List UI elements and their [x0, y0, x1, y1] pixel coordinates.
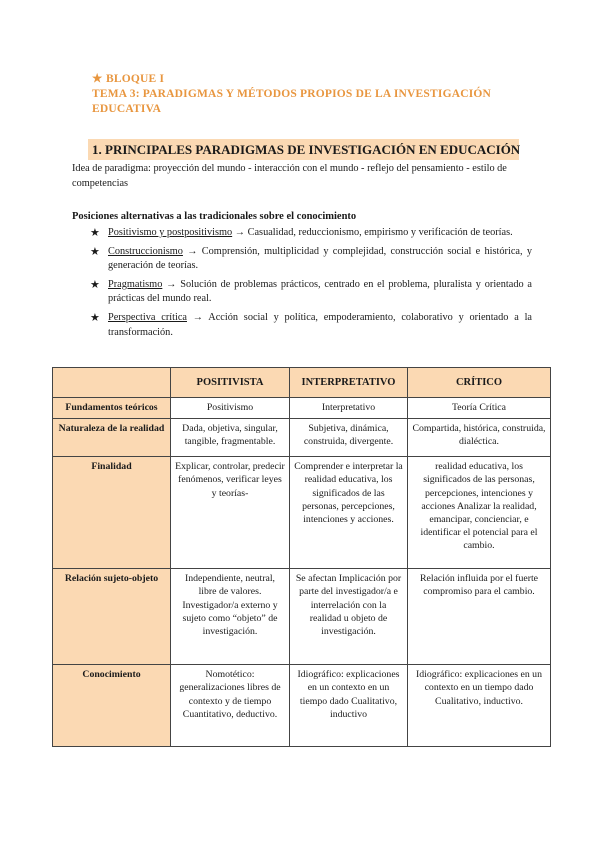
row-label: Naturaleza de la realidad [53, 419, 171, 457]
row-label: Finalidad [53, 457, 171, 569]
star-bullet-icon: ★ [90, 245, 100, 258]
table-cell: Nomotético: generalizaciones libres de contexto y de tiempo Cuantitativo, deductivo. [171, 665, 290, 747]
paradigm-idea: Idea de paradigma: proyección del mundo - interacción con el mundo - reflejo del pensamiento - estilo de competencias [72, 163, 507, 189]
table-row [53, 457, 551, 569]
alternative-text: → Comprensión, multiplicidad y complejidad, construcción social e histórica, y generación de teorías. [108, 245, 532, 272]
star-icon: ★ [92, 73, 103, 85]
header-cell-empty [53, 368, 171, 398]
alternatives-list [90, 226, 532, 344]
table-cell: Teoría Crítica [408, 398, 551, 419]
table-cell: Explicar, controlar, predecir fenómenos, verificar leyes y teorías- [171, 457, 290, 569]
alternative-text: → Solución de problemas prácticos, centrado en el problema, pluralista y orientado a prácticas del mundo real. [108, 278, 532, 305]
list-item [90, 226, 532, 241]
table-row [53, 665, 551, 747]
block-label: BLOQUE I [106, 73, 165, 85]
table-cell: Se afectan Implicación por parte del investigador/a e interrelación con la realidad u objeto de investigación. [290, 569, 408, 665]
alternatives-heading: Posiciones alternativas a las tradicionales sobre el conocimiento [72, 211, 357, 222]
table-cell: realidad educativa, los significados de las personas, percepciones, intenciones y acciones Analizar la realidad, emancipar, concienciar, e identificar el potencial para el cambio. [408, 457, 551, 569]
document-header [92, 72, 532, 117]
alternative-term: Pragmatismo [108, 278, 163, 290]
table-cell: Positivismo [171, 398, 290, 419]
alternative-term: Positivismo y postpositivismo [108, 227, 233, 238]
row-label: Relación sujeto-objeto [53, 569, 171, 665]
alternative-term: Construccionismo [108, 245, 183, 257]
paradigms-table [52, 367, 551, 747]
header-cell-positivista: POSITIVISTA [171, 368, 290, 398]
list-item [90, 245, 532, 274]
section-title: 1. PRINCIPALES PARADIGMAS DE INVESTIGACIÓN EN EDUCACIÓN [88, 139, 519, 160]
table-cell: Relación influida por el fuerte compromiso para el cambio. [408, 569, 551, 665]
row-label: Fundamentos teóricos [53, 398, 171, 419]
header-cell-interpretativo: INTERPRETATIVO [290, 368, 408, 398]
table-cell: Comprender e interpretar la realidad educativa, los significados de las personas, percepciones, intenciones y acciones. [290, 457, 408, 569]
table-cell: Compartida, histórica, construida, dialéctica. [408, 419, 551, 457]
table-row [53, 398, 551, 419]
star-bullet-icon: ★ [90, 278, 100, 291]
table-cell: Interpretativo [290, 398, 408, 419]
table-header-row [53, 368, 551, 398]
alternative-term: Perspectiva crítica [108, 311, 187, 323]
table-row [53, 419, 551, 457]
table-cell: Dada, objetiva, singular, tangible, fragmentable. [171, 419, 290, 457]
star-bullet-icon: ★ [90, 311, 100, 324]
star-bullet-icon: ★ [90, 227, 100, 239]
list-item [90, 278, 532, 307]
topic-title: TEMA 3: PARADIGMAS Y MÉTODOS PROPIOS DE LA INVESTIGACIÓN EDUCATIVA [92, 88, 492, 115]
table-row [53, 569, 551, 665]
alternative-text: → Acción social y política, empoderamiento, colaborativo y orientado a la transformación. [108, 311, 532, 338]
table-cell: Idiográfico: explicaciones en un contexto en un tiempo dado Cualitativo, inductivo. [408, 665, 551, 747]
table-cell: Idiográfico: explicaciones en un contexto en un tiempo dado Cualitativo, inductivo [290, 665, 408, 747]
block-line [92, 72, 532, 87]
table-cell: Independiente, neutral, libre de valores. Investigador/a externo y sujeto como “objeto” de investigación. [171, 569, 290, 665]
header-cell-critico: CRÍTICO [408, 368, 551, 398]
list-item [90, 311, 532, 340]
alternative-text: → Casualidad, reduccionismo, empirismo y verificación de teorías. [232, 227, 513, 238]
row-label: Conocimiento [53, 665, 171, 747]
table-cell: Subjetiva, dinámica, construida, divergente. [290, 419, 408, 457]
